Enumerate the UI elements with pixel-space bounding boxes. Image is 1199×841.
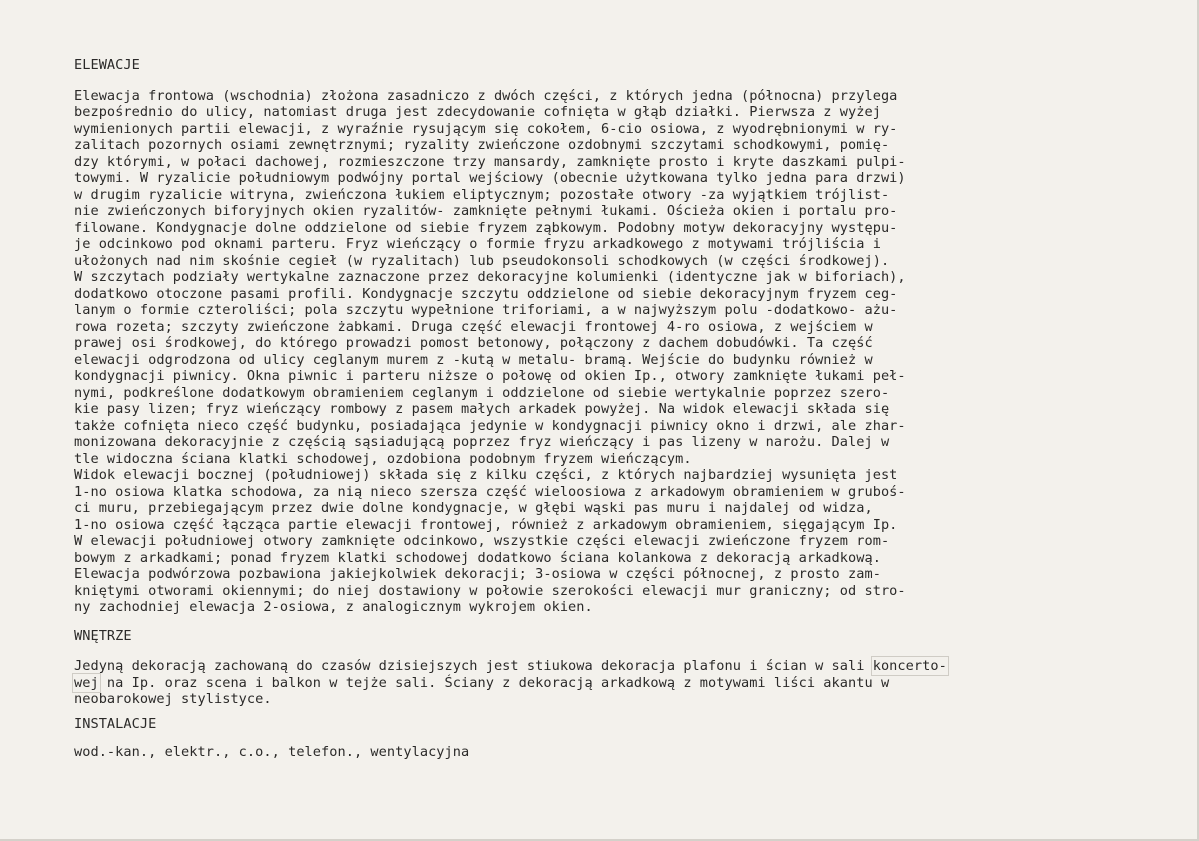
paragraph-line: rowa rozeta; szczyty zwieńczone żabkami. Druga część elewacji frontowej 4-ro osiowa, z wejściem w xyxy=(74,318,873,335)
paragraph-line: kie pasy lizen; fryz wieńczący rombowy z pasem małych arkadek powyżej. Na widok elewacji składa się xyxy=(74,401,890,417)
paragraph-line: elewacji odgrodzona od ulicy ceglanym murem z -kutą w metalu- bramą. Wejście do budynku również w xyxy=(74,351,873,368)
wnetrze-paragraph xyxy=(74,658,1104,708)
paragraph-line: ny zachodniej elewacja 2-osiowa, z analogicznym wykrojem okien. xyxy=(74,599,593,615)
paragraph-line: bowym z arkadkami; ponad fryzem klatki schodowej dodatkowo ściana kolankowa z dekoracją arkadkową. xyxy=(74,549,881,566)
paragraph-line xyxy=(74,658,1104,675)
paragraph-line: 1-no osiowa część łącząca partie elewacji frontowej, również z arkadowym obramieniem, sięgającym Ip. xyxy=(74,516,898,533)
paragraph-line: dzy którymi, w połaci dachowej, rozmieszczone trzy mansardy, zamknięte prosto i kryte daszkami pulpi- xyxy=(74,153,906,170)
paragraph-line: Elewacja frontowa (wschodnia) złożona zasadniczo z dwóch części, z których jedna (północna) przylega xyxy=(74,87,898,104)
instalacje-paragraph xyxy=(74,744,1104,761)
paragraph-line: bezpośrednio do ulicy, natomiast druga jest zdecydowanie cofnięta w głąb działki. Pierwsza z wyżej xyxy=(74,104,881,120)
paragraph-line: wymienionych partii elewacji, z wyraźnie rysującym się cokołem, 6-cio osiowa, z wyodrębnionymi w ry- xyxy=(74,120,898,137)
paragraph-line: lanym o formie czteroliści; pola szczytu wypełnione triforiami, a w najwyższym polu -dodatkowo- ażu- xyxy=(74,302,898,318)
paragraph-line: także cofnięta nieco część budynku, posiadająca jedynie w kondygnacji piwnicy okno i drzwi, ale zhar- xyxy=(74,417,906,434)
paragraph-line: ci muru, przebiegającym przez dwie dolne kondygnacje, w głębi wąski pas muru i najdalej od widza, xyxy=(74,500,873,516)
section-heading-elewacje: ELEWACJE xyxy=(74,57,140,73)
paragraph-text: Jedyną dekoracją zachowaną do czasów dzisiejszych jest stiukowa dekoracja plafonu i ścian w sali xyxy=(74,658,873,674)
boxed-word: koncerto- xyxy=(872,658,947,674)
section-heading-instalacje: INSTALACJE xyxy=(74,715,157,732)
paragraph-line: je odcinkowo pod oknami parteru. Fryz wieńczący o formie fryzu arkadkowego z motywami trójliścia i xyxy=(74,236,881,252)
document-page xyxy=(74,57,1104,761)
paragraph-line: kondygnacji piwnicy. Okna piwnic i parteru niższe o połowę od okien Ip., otwory zamknięte łukami peł- xyxy=(74,368,906,384)
paragraph-text: na Ip. oraz scena i balkon w tejże sali. Ściany z dekoracją arkadkową z motywami liści akantu w xyxy=(98,674,890,691)
section-heading-wnetrze: WNĘTRZE xyxy=(74,627,132,644)
paragraph-line: W elewacji południowej otwory zamknięte odcinkowo, wszystkie części elewacji zwieńczone fryzem rom- xyxy=(74,533,890,549)
paragraph-line: zalitach pozornych osiami zewnętrznymi; ryzality zwieńczone ozdobnymi szczytami schodkowymi, pomię- xyxy=(74,137,890,153)
paragraph-line: neobarokowej stylistyce. xyxy=(74,691,272,707)
paragraph-line: wod.-kan., elektr., c.o., telefon., wentylacyjna xyxy=(74,744,470,760)
paragraph-line xyxy=(74,675,1104,692)
paragraph-line: W szczytach podziały wertykalne zaznaczone przez dekoracyjne kolumienki (identyczne jak w biforiach), xyxy=(74,269,906,285)
paragraph-line: Widok elewacji bocznej (południowej) składa się z kilku części, z których najbardziej wysunięta jest xyxy=(74,467,898,483)
boxed-word: wej xyxy=(74,674,99,691)
paragraph-line: prawej osi środkowej, do którego prowadzi pomost betonowy, połączony z dachem dobudówki. Ta część xyxy=(74,335,873,351)
paragraph-line: filowane. Kondygnacje dolne oddzielone od siebie fryzem ząbkowym. Podobny motyw dekoracyjny występu- xyxy=(74,219,898,236)
paragraph-line: monizowana dekoracyjnie z częścią sąsiadującą poprzez fryz wieńczący i pas lizeny w narożu. Dalej w xyxy=(74,434,890,450)
paragraph-line: ułożonych nad nim skośnie cegieł (w ryzalitach) lub pseudokonsoli schodkowych (w części środkowej). xyxy=(74,252,890,269)
paragraph-line: towymi. W ryzalicie południowym podwójny portal wejściowy (obecnie użytkowana tylko jedna para drzwi) xyxy=(74,170,906,186)
paragraph-line: nymi, podkreślone dodatkowym obramieniem ceglanym i oddzielone od siebie wertykalnie poprzez szero- xyxy=(74,384,890,401)
elewacje-paragraph xyxy=(74,88,1104,616)
paragraph-line: nie zwieńczonych biforyjnych okien ryzalitów- zamknięte pełnymi łukami. Ościeża okien i portalu pro- xyxy=(74,203,898,219)
paragraph-line: kniętymi otworami okiennymi; do niej dostawiony w połowie szerokości elewacji mur graniczny; od stro- xyxy=(74,582,906,599)
paragraph-line: tle widoczna ściana klatki schodowej, ozdobiona podobnym fryzem wieńczącym. xyxy=(74,450,692,467)
paragraph-line: Elewacja podwórzowa pozbawiona jakiejkolwiek dekoracji; 3-osiowa w części północnej, z prosto zam- xyxy=(74,566,881,582)
paragraph-line: dodatkowo otoczone pasami profili. Kondygnacje szczytu oddzielone od siebie dekoracyjnym fryzem ceg- xyxy=(74,285,898,302)
paragraph-line: 1-no osiowa klatka schodowa, za nią nieco szersza część wieloosiowa z arkadowym obramieniem w gruboś- xyxy=(74,483,906,500)
paragraph-line: w drugim ryzalicie witryna, zwieńczona łukiem eliptycznym; pozostałe otwory -za wyjątkiem trójlist- xyxy=(74,186,890,203)
